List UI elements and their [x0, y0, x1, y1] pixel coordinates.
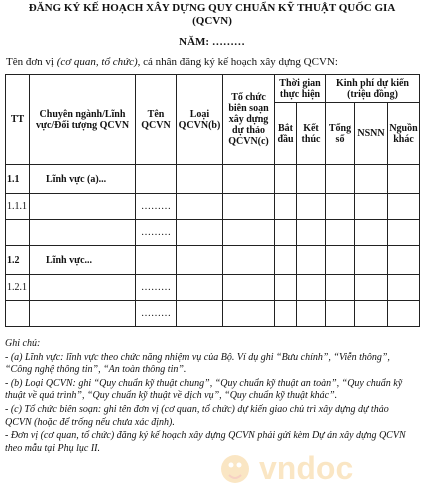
intro-line: Tên đơn vị (cơ quan, tổ chức), cá nhân đăng ký kế hoạch xây dựng QCVN: [6, 56, 338, 68]
row-cell [297, 194, 326, 220]
row-field: Lĩnh vực (a)... [30, 165, 136, 194]
row-cell [275, 165, 297, 194]
row-cell [177, 194, 223, 220]
row-cell [326, 194, 355, 220]
row-cell [223, 220, 275, 246]
row-cell [297, 165, 326, 194]
note-a: - (a) Lĩnh vực: lĩnh vực theo chức năng nhiệm vụ của Bộ. Ví dụ ghi “Bưu chính”, “Viễn thông”, “Công nghệ thông tin”, “An toàn thông tin”. [5, 351, 390, 376]
row-cell [275, 275, 297, 301]
row-cell [275, 246, 297, 275]
header-tt: TT [6, 75, 30, 165]
row-cell [388, 194, 420, 220]
notes [5, 338, 417, 456]
row-cell [223, 165, 275, 194]
row-cell [355, 246, 388, 275]
row-name: ……… [136, 220, 177, 246]
row-cell [275, 301, 297, 327]
row-number [6, 220, 30, 246]
header-name: Tên QCVN [136, 75, 177, 165]
table-row [6, 194, 420, 220]
row-cell [223, 275, 275, 301]
header-end: Kết thúc [297, 103, 326, 165]
row-cell [388, 165, 420, 194]
row-cell [355, 275, 388, 301]
notes-heading: Ghi chú: [5, 338, 41, 349]
note-b: - (b) Loại QCVN: ghi “Quy chuẩn kỹ thuật chung”, “Quy chuẩn kỹ thuật an toàn”, “Quy chuẩn kỹ thuật về quá trình”, “Quy chuẩn kỹ thuật về dịch vụ”, “Quy chuẩn kỹ thuật khác”. [5, 377, 403, 402]
header-org: Tổ chức biên soạn xây dựng dự thảo QCVN(c) [223, 75, 275, 165]
row-cell [275, 194, 297, 220]
table-row [6, 165, 420, 194]
row-field [30, 301, 136, 327]
note-c: - (c) Tổ chức biên soạn: ghi tên đơn vị (cơ quan, tổ chức) dự kiến giao chủ trì xây dựng dự thảo QCVN (hoặc để trống nếu chưa xác định). [5, 403, 389, 428]
table-row [6, 275, 420, 301]
row-cell [326, 246, 355, 275]
form-title: ĐĂNG KÝ KẾ HOẠCH XÂY DỰNG QUY CHUẨN KỸ THUẬT QUỐC GIA [28, 2, 396, 14]
row-cell [326, 165, 355, 194]
header-type: Loại QCVN(b) [177, 75, 223, 165]
row-cell [297, 301, 326, 327]
row-field [30, 220, 136, 246]
row-cell [177, 246, 223, 275]
watermark-logo [215, 445, 415, 489]
row-cell [388, 246, 420, 275]
note-d: - Đơn vị (cơ quan, tổ chức) đăng ký kế hoạch xây dựng QCVN phải gửi kèm Dự án xây dựng QCVN theo mẫu tại Phụ lục II. [5, 430, 406, 454]
row-cell [223, 246, 275, 275]
row-cell [388, 301, 420, 327]
form-title-abbr: (QCVN) [192, 15, 232, 27]
header-nsnn: NSNN [355, 103, 388, 165]
row-cell [177, 301, 223, 327]
header-field: Chuyên ngành/Lĩnh vực/Đối tượng QCVN [30, 75, 136, 165]
row-name [136, 246, 177, 275]
row-cell [388, 275, 420, 301]
header-start: Bắt đầu [275, 103, 297, 165]
row-cell [177, 220, 223, 246]
row-cell [355, 301, 388, 327]
row-cell [177, 165, 223, 194]
header-time: Thời gian thực hiện [275, 75, 326, 103]
row-number: 1.1 [6, 165, 30, 194]
row-field [30, 275, 136, 301]
row-number [6, 301, 30, 327]
row-cell [355, 165, 388, 194]
header-budget: Kinh phí dự kiến (triệu đồng) [326, 75, 420, 103]
watermark-text: vndoc [259, 450, 354, 486]
row-cell [297, 220, 326, 246]
row-number: 1.2.1 [6, 275, 30, 301]
header-total: Tổng số [326, 103, 355, 165]
row-number: 1.2 [6, 246, 30, 275]
row-cell [275, 220, 297, 246]
table-row [6, 301, 420, 327]
row-cell [326, 301, 355, 327]
row-cell [326, 220, 355, 246]
row-cell [355, 194, 388, 220]
row-name: ……… [136, 194, 177, 220]
row-cell [326, 275, 355, 301]
plan-table [5, 74, 420, 327]
row-cell [297, 275, 326, 301]
row-cell [388, 220, 420, 246]
row-name [136, 165, 177, 194]
row-name: ……… [136, 275, 177, 301]
row-name: ……… [136, 301, 177, 327]
year-line: NĂM: ……… [179, 36, 245, 48]
header-other: Nguồn khác [388, 103, 420, 165]
row-cell [177, 275, 223, 301]
row-field [30, 194, 136, 220]
row-cell [297, 246, 326, 275]
table-row [6, 220, 420, 246]
table-row [6, 246, 420, 275]
row-cell [223, 194, 275, 220]
row-field: Lĩnh vực... [30, 246, 136, 275]
row-cell [355, 220, 388, 246]
row-cell [223, 301, 275, 327]
row-number: 1.1.1 [6, 194, 30, 220]
